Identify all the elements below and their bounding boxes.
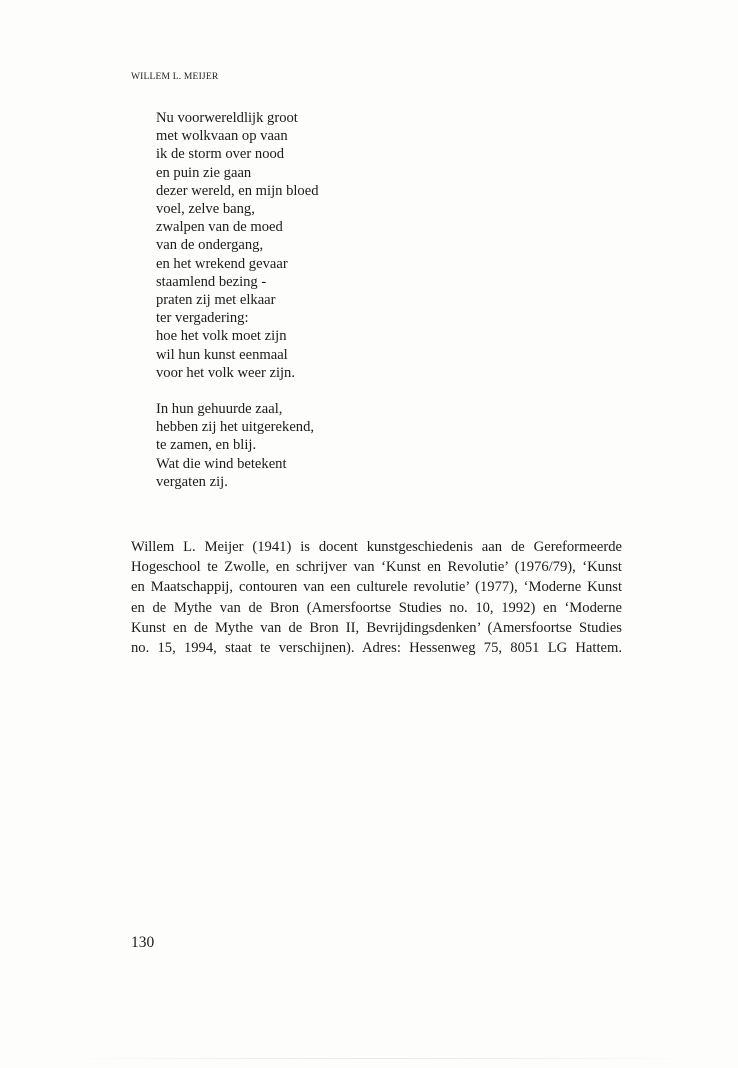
page-number: 130 xyxy=(131,934,155,951)
poem-line: te zamen, en blij. xyxy=(156,437,257,454)
poem-line: hoe het volk moet zijn xyxy=(156,328,287,345)
author-bio-paragraph xyxy=(131,537,622,658)
running-head: WILLEM L. MEIJER xyxy=(131,72,219,82)
bio-line: Willem L. Meijer (1941) is docent kunstgeschiedenis aan de Gereformeerde xyxy=(131,539,622,555)
poem-line: met wolkvaan op vaan xyxy=(156,128,288,145)
poem-stanza-2 xyxy=(156,400,319,491)
bio-line: en de Mythe van de Bron (Amersfoortse Studies no. 10, 1992) en ‘Moderne xyxy=(131,599,622,616)
poem-line: In hun gehuurde zaal, xyxy=(156,401,283,418)
poem-line: Wat die wind betekent xyxy=(156,455,287,472)
bio-line: no. 15, 1994, staat te verschijnen). Adres: Hessenweg 75, 8051 LG Hattem. xyxy=(131,640,622,657)
poem-line: dezer wereld, en mijn bloed xyxy=(156,182,319,199)
poem-line: van de ondergang, xyxy=(156,237,264,254)
poem-line: vergaten zij. xyxy=(156,473,228,490)
poem-line: voor het volk weer zijn. xyxy=(156,364,296,381)
poem-line: hebben zij het uitgerekend, xyxy=(156,419,315,436)
poem-line: wil hun kunst eenmaal xyxy=(156,346,288,363)
poem-stanza-1 xyxy=(156,109,319,382)
poem-line: ter vergadering: xyxy=(156,310,249,327)
poem-line: praten zij met elkaar xyxy=(156,292,276,309)
poem-line: Nu voorwereldlijk groot xyxy=(156,110,298,126)
bio-line: Kunst en de Mythe van de Bron II, Bevrijdingsdenken’ (Amersfoortse Studies xyxy=(131,619,622,636)
bio-line: Hogeschool te Zwolle, en schrijver van ‘Kunst en Revolutie’ (1976/79), ‘Kunst xyxy=(131,559,622,576)
poem xyxy=(156,109,319,491)
poem-line: zwalpen van de moed xyxy=(156,219,283,236)
poem-line: en het wrekend gevaar xyxy=(156,255,288,272)
bio-line: en Maatschappij, contouren van een culturele revolutie’ (1977), ‘Moderne Kunst xyxy=(131,579,622,596)
poem-line: en puin zie gaan xyxy=(156,164,252,181)
poem-line: ik de storm over nood xyxy=(156,146,285,163)
scan-edge-divider xyxy=(60,1058,700,1059)
poem-line: voel, zelve bang, xyxy=(156,201,255,218)
poem-line: staamlend bezing - xyxy=(156,273,267,290)
